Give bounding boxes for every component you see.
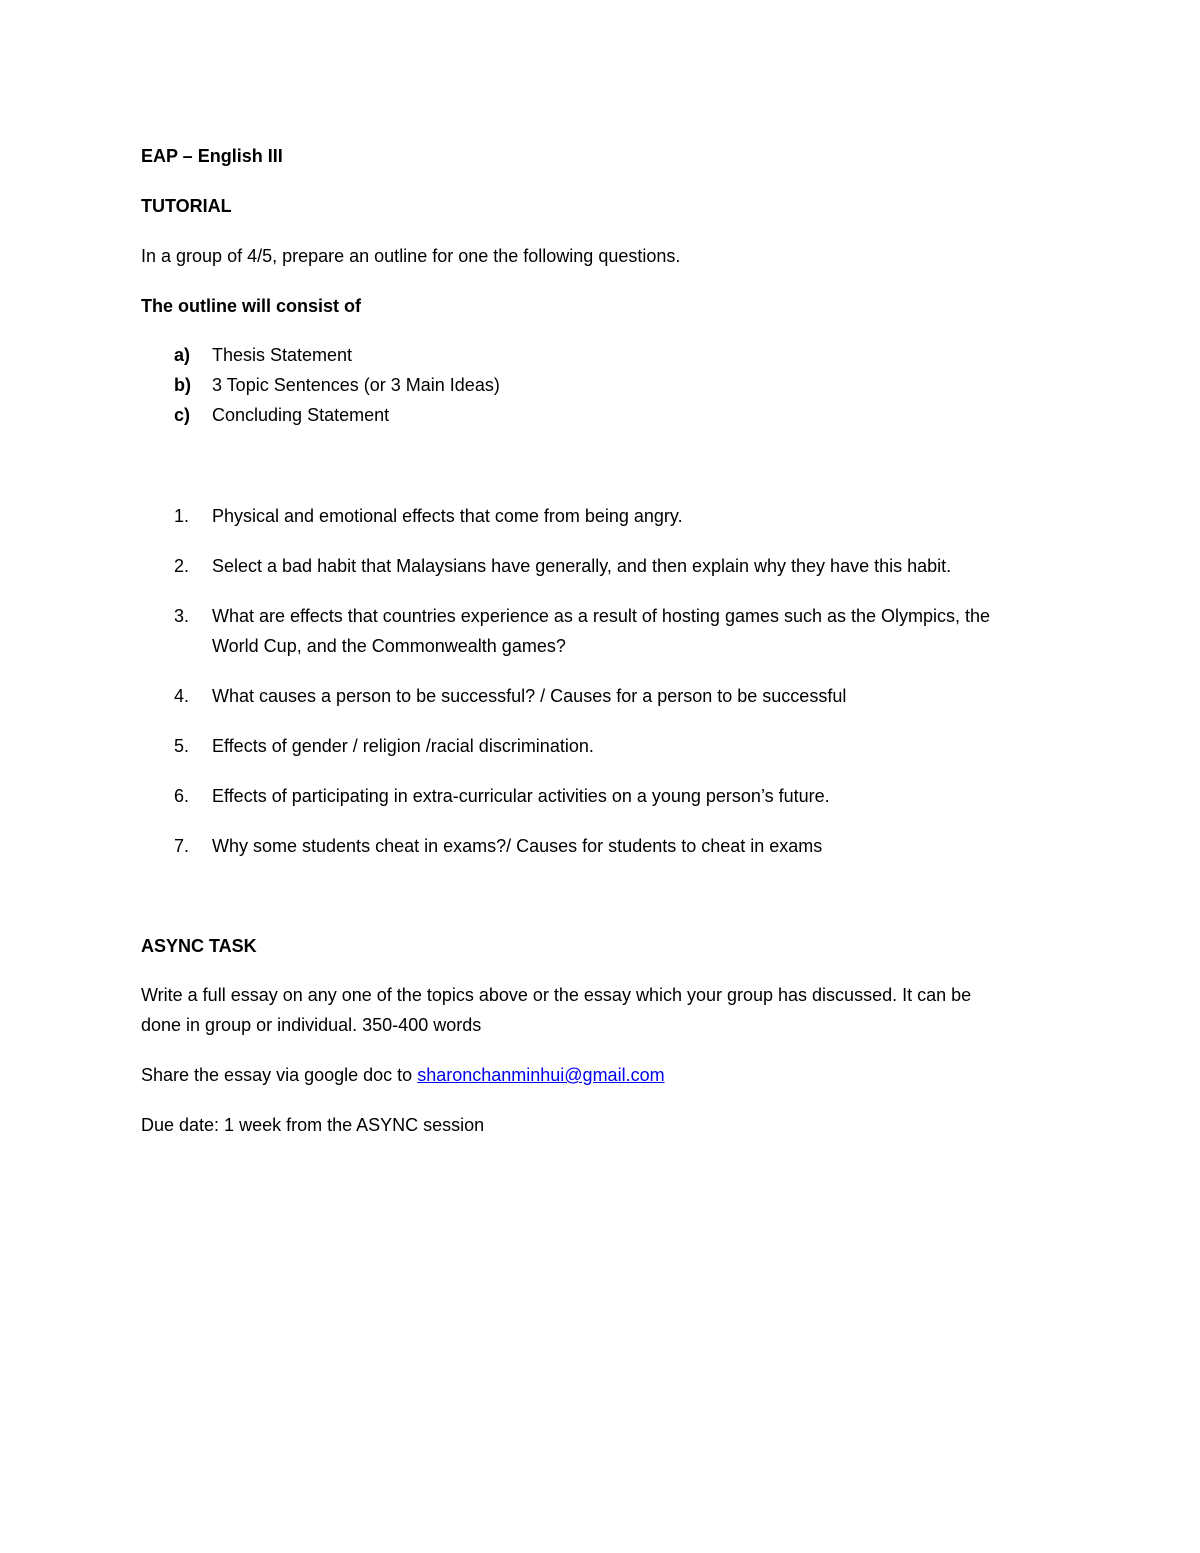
intro-text: In a group of 4/5, prepare an outline for one the following questions. <box>141 246 681 266</box>
outline-item-text: Thesis Statement <box>212 345 353 365</box>
question-number: 2. <box>174 556 190 576</box>
question-text: Select a bad habit that Malaysians have generally, and then explain why they have this habit. <box>212 556 952 576</box>
email-link[interactable]: sharonchanminhui@gmail.com <box>417 1065 665 1085</box>
share-instruction <box>141 1063 665 1087</box>
async-task-heading: ASYNC TASK <box>141 936 257 956</box>
question-text: What are effects that countries experience as a result of hosting games such as the Olympics, the <box>212 606 991 626</box>
question-number: 1. <box>174 506 190 526</box>
question-number: 6. <box>174 786 190 806</box>
async-task-line-2: done in group or individual. 350-400 words <box>141 1015 482 1035</box>
question-number: 3. <box>174 606 190 626</box>
outline-item-text: 3 Topic Sentences (or 3 Main Ideas) <box>212 375 500 395</box>
async-task-line-1: Write a full essay on any one of the topics above or the essay which your group has discussed. It can be <box>141 985 972 1005</box>
share-prefix: Share the essay via google doc to <box>141 1065 418 1085</box>
outline-item-text: Concluding Statement <box>212 405 390 425</box>
outline-marker: a) <box>174 345 191 365</box>
question-text: What causes a person to be successful? / Causes for a person to be successful <box>212 686 847 706</box>
section-title-tutorial: TUTORIAL <box>141 196 232 216</box>
question-text: Why some students cheat in exams?/ Causes for students to cheat in exams <box>212 836 823 856</box>
course-title: EAP – English III <box>141 146 283 166</box>
due-date: Due date: 1 week from the ASYNC session <box>141 1115 485 1135</box>
outline-marker: c) <box>174 405 191 425</box>
question-number: 5. <box>174 736 190 756</box>
question-text-continued: World Cup, and the Commonwealth games? <box>212 636 566 656</box>
question-number: 4. <box>174 686 190 706</box>
question-number: 7. <box>174 836 190 856</box>
outline-heading: The outline will consist of <box>141 296 362 316</box>
question-text: Effects of participating in extra-curricular activities on a young person’s future. <box>212 786 830 806</box>
outline-marker: b) <box>174 375 191 395</box>
question-text: Physical and emotional effects that come from being angry. <box>212 506 683 526</box>
question-text: Effects of gender / religion /racial discrimination. <box>212 736 594 756</box>
